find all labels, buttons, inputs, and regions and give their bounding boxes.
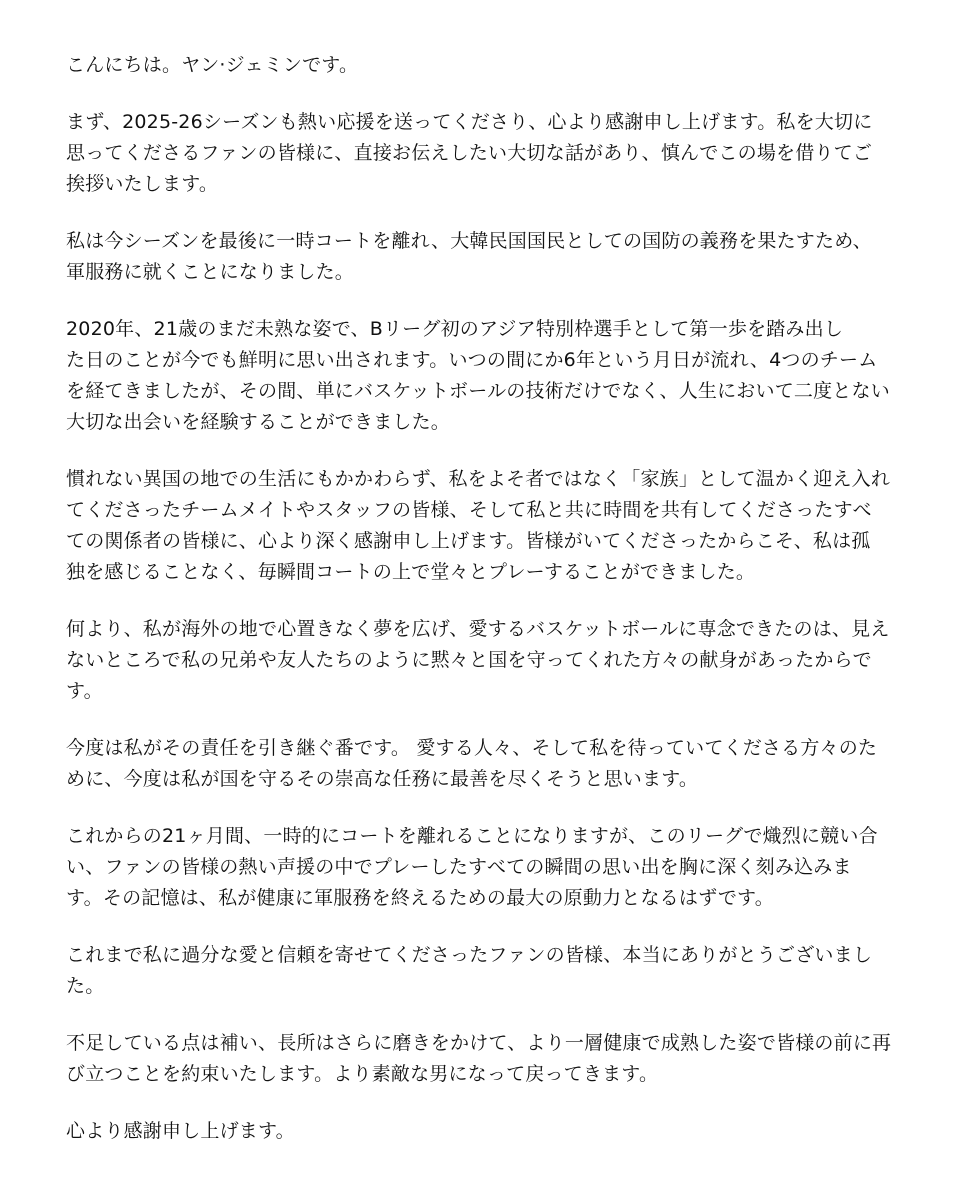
letter-closing: 心より感謝申し上げます。 [66, 1120, 295, 1142]
letter-paragraph: まず、2025-26シーズンも熱い応援を送ってくださり、心より感謝申し上げます。私を大切に 思ってくださるファンの皆様に、直接お伝えしたい大切な話があり、慎んでこの場を借りてご 挨拶いたします。 [66, 111, 873, 195]
letter-body [66, 50, 926, 1147]
letter-paragraph: 不足している点は補い、長所はさらに磨きをかけて、より一層健康で成熟した姿で皆様の前に再 び立つことを約束いたします。より素敵な男になって戻ってきます。 [66, 1032, 892, 1085]
letter-paragraph: これからの21ヶ月間、一時的にコートを離れることになりますが、このリーグで熾烈に競い合 い、ファンの皆様の熱い声援の中でプレーしたすべての瞬間の思い出を胸に深く刻み込みま す。その記憶は、私が健康に軍服務を終えるための最大の原動力となるはずです。 [66, 825, 878, 909]
letter-paragraph: 慣れない異国の地での生活にもかかわらず、私をよそ者ではなく「家族」として温かく迎え入れ てくださったチームメイトやスタッフの皆様、そして私と共に時間を共有してくださったすべ ての関係者の皆様に、心より深く感謝申し上げます。皆様がいてくださったからこそ、私は孤 独を感じることなく、毎瞬間コートの上で堂々とプレーすることができました。 [66, 468, 891, 583]
letter-paragraph: 2020年、21歳のまだ未熟な姿で、Bリーグ初のアジア特別枠選手として第一歩を踏み出し た日のことが今でも鮮明に思い出されます。いつの間にか6年という月日が流れ、4つのチーム を経てきましたが、その間、単にバスケットボールの技術だけでなく、人生において二度とない 大切な出会いを経験することができました。 [66, 318, 890, 433]
letter-greeting: こんにちは。ヤン·ジェミンです。 [66, 54, 359, 76]
letter-paragraph: 何より、私が海外の地で心置きなく夢を広げ、愛するバスケットボールに専念できたのは、見え ないところで私の兄弟や友人たちのように黙々と国を守ってくれた方々の献身があったからで す。 [66, 618, 890, 702]
letter-paragraph: 私は今シーズンを最後に一時コートを離れ、大韓民国国民としての国防の義務を果たすため、 軍服務に就くことになりました。 [66, 230, 872, 283]
letter-paragraph: 今度は私がその責任を引き継ぐ番です。 愛する人々、そして私を待っていてくださる方々のた めに、今度は私が国を守るその崇高な任務に最善を尽くそうと思います。 [66, 737, 878, 790]
letter-paragraph: これまで私に過分な愛と信頼を寄せてくださったファンの皆様、本当にありがとうございまし た。 [66, 944, 873, 997]
